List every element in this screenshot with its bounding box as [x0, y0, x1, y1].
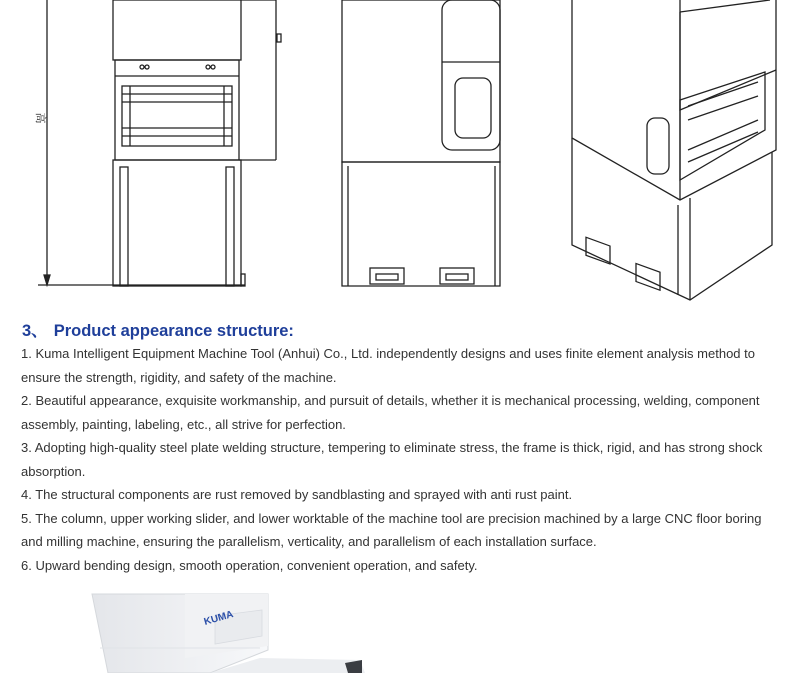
kuma-logo-text: KUMA [202, 609, 235, 628]
feature-point-5: 5. The column, upper working slider, and lower worktable of the machine tool are precision machined by a large CNC floor boring and milling machine, ensuring the parallelism, verticality, and parallelism of each installation surface. [21, 510, 762, 549]
section-title: Product appearance structure: [53, 322, 294, 340]
front-view-drawing [38, 0, 281, 286]
machine-technical-drawings [0, 0, 800, 310]
height-dimension-label: 高 [34, 112, 47, 124]
feature-point-3: 3. Adopting high-quality steel plate welding structure, tempering to eliminate stress, the frame is thick, rigid, and has strong shock absorption. [21, 440, 763, 479]
product-photo [0, 588, 800, 673]
section-number: 3、 [22, 322, 48, 340]
feature-list [21, 342, 781, 577]
feature-point-1: 1. Kuma Intelligent Equipment Machine Tool (Anhui) Co., Ltd. independently designs and uses finite element analysis method to ensure the strength, rigidity, and safety of the machine. [21, 346, 755, 385]
feature-point-2: 2. Beautiful appearance, exquisite workmanship, and pursuit of details, whether it is mechanical processing, welding, component assembly, painting, labeling, etc., all strive for perfection. [21, 393, 760, 432]
side-view-drawing [342, 0, 500, 286]
feature-point-6: 6. Upward bending design, smooth operation, convenient operation, and safety. [21, 557, 478, 573]
section-heading [22, 317, 294, 341]
feature-point-4: 4. The structural components are rust removed by sandblasting and sprayed with anti rust paint. [21, 487, 573, 502]
isometric-view-drawing [572, 0, 776, 300]
